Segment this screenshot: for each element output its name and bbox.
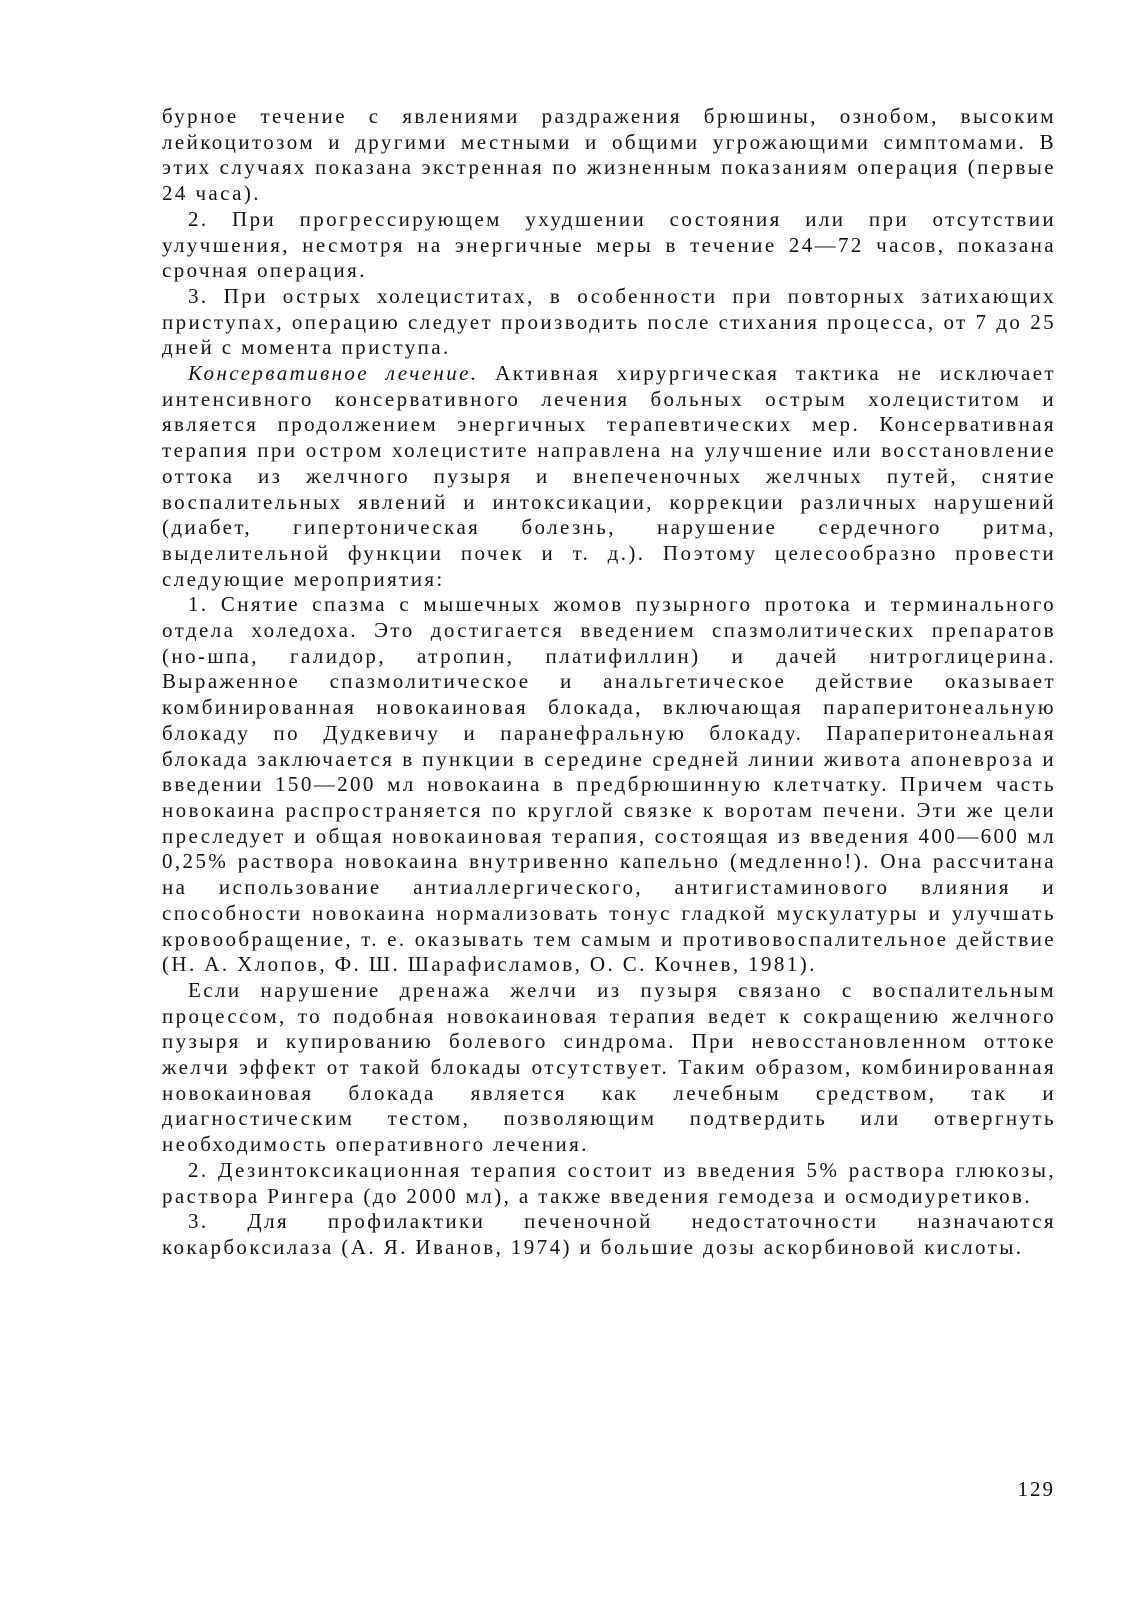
paragraph-text: 3. При острых холециститах, в особенности при повторных затихающих приступах, операцию следует производить после стихания процесса, от 7 до 25 дней с момента приступа.	[162, 283, 1056, 360]
paragraph	[162, 361, 1056, 592]
paragraph-text: 3. Для профилактики печеночной недостаточности назначаются кокарбоксилаза (А. Я. Иванов, 1974) и большие дозы аскорбиновой кислоты.	[162, 1209, 1056, 1259]
paragraph	[162, 978, 1056, 1158]
paragraph-text: 2. Дезинтоксикационная терапия состоит из введения 5% раствора глюкозы, раствора Рингера (до 2000 мл), а также введения гемодеза и осмодиуретиков.	[162, 1157, 1056, 1208]
paragraph	[162, 207, 1056, 284]
paragraph-text: Активная хирургическая тактика не исключает интенсивного консервативного лечения больных острым холециститом и является продолжением энергичных терапевтических мер. Консервативная терапия при остром холецистите направлена на улучшение или восстановление оттока из желчного пузыря и внепеченочных желчных путей, снятие воспалительных явлений и интоксикации, коррекции различных нарушений (диабет, гипертоническая болезнь, нарушение сердечного ритма, выделительной функции почек и т. д.). Поэтому целесообразно провести следующие мероприятия:	[162, 361, 1057, 591]
paragraph	[162, 1158, 1056, 1209]
paragraph-text: 2. При прогрессирующем ухудшении состояния или при отсутствии улучшения, несмотря на энергичные меры в течение 24—72 часов, показана срочная операция.	[162, 206, 1056, 283]
paragraph	[162, 1209, 1056, 1260]
paragraph-text: 1. Снятие спазма с мышечных жомов пузырного протока и терминального отдела холедоха. Это достигается введением спазмолитических препаратов (но-шпа, галидор, атропин, платифиллин) и дачей нитроглицерина. Выраженное спазмолитическое и анальгетическое действие оказывает комбинированная новокаиновая блокада, включающая параперитонеальную блокаду по Дудкевичу и паранефральную блокаду. Параперитонеальная блокада заключается в пункции в середине средней линии живота апоневроза и введении 150—200 мл новокаина в предбрюшинную клетчатку. Причем часть новокаина распространяется по круглой связке к воротам печени. Эти же цели преследует и общая новокаиновая терапия, состоящая из введения 400—600 мл 0,25% раствора новокаина внутривенно капельно (медленно!). Она рассчитана на использование антиаллергического, антигистаминового влияния и способности новокаина нормализовать тонус гладкой мускулатуры и улучшать кровообращение, т. е. оказывать тем самым и противовоспалительное действие (Н. А. Хлопов, Ф. Ш. Шарафисламов, О. С. Кочнев, 1981).	[162, 592, 1056, 977]
section-lead-italic: Консервативное лечение.	[188, 361, 479, 386]
paragraph	[162, 592, 1056, 978]
page-number: 129	[1017, 1477, 1055, 1501]
paragraph-text: Если нарушение дренажа желчи из пузыря связано с воспалительным процессом, то подобная новокаиновая терапия ведет к сокращению желчного пузыря и купированию болевого синдрома. При невосстановленном оттоке желчи эффект от такой блокады отсутствует. Таким образом, комбинированная новокаиновая блокада является как лечебным средством, так и диагностическим тестом, позволяющим подтвердить или отвергнуть необходимость оперативного лечения.	[162, 977, 1056, 1157]
paragraph	[162, 284, 1056, 361]
paragraph-text: бурное течение с явлениями раздражения брюшины, ознобом, высоким лейкоцитозом и другими местными и общими угрожающими симптомами. В этих случаях показана экстренная по жизненным показаниям операция (первые 24 часа).	[162, 104, 1056, 206]
paragraph	[162, 104, 1056, 207]
body-text	[162, 104, 1056, 1261]
